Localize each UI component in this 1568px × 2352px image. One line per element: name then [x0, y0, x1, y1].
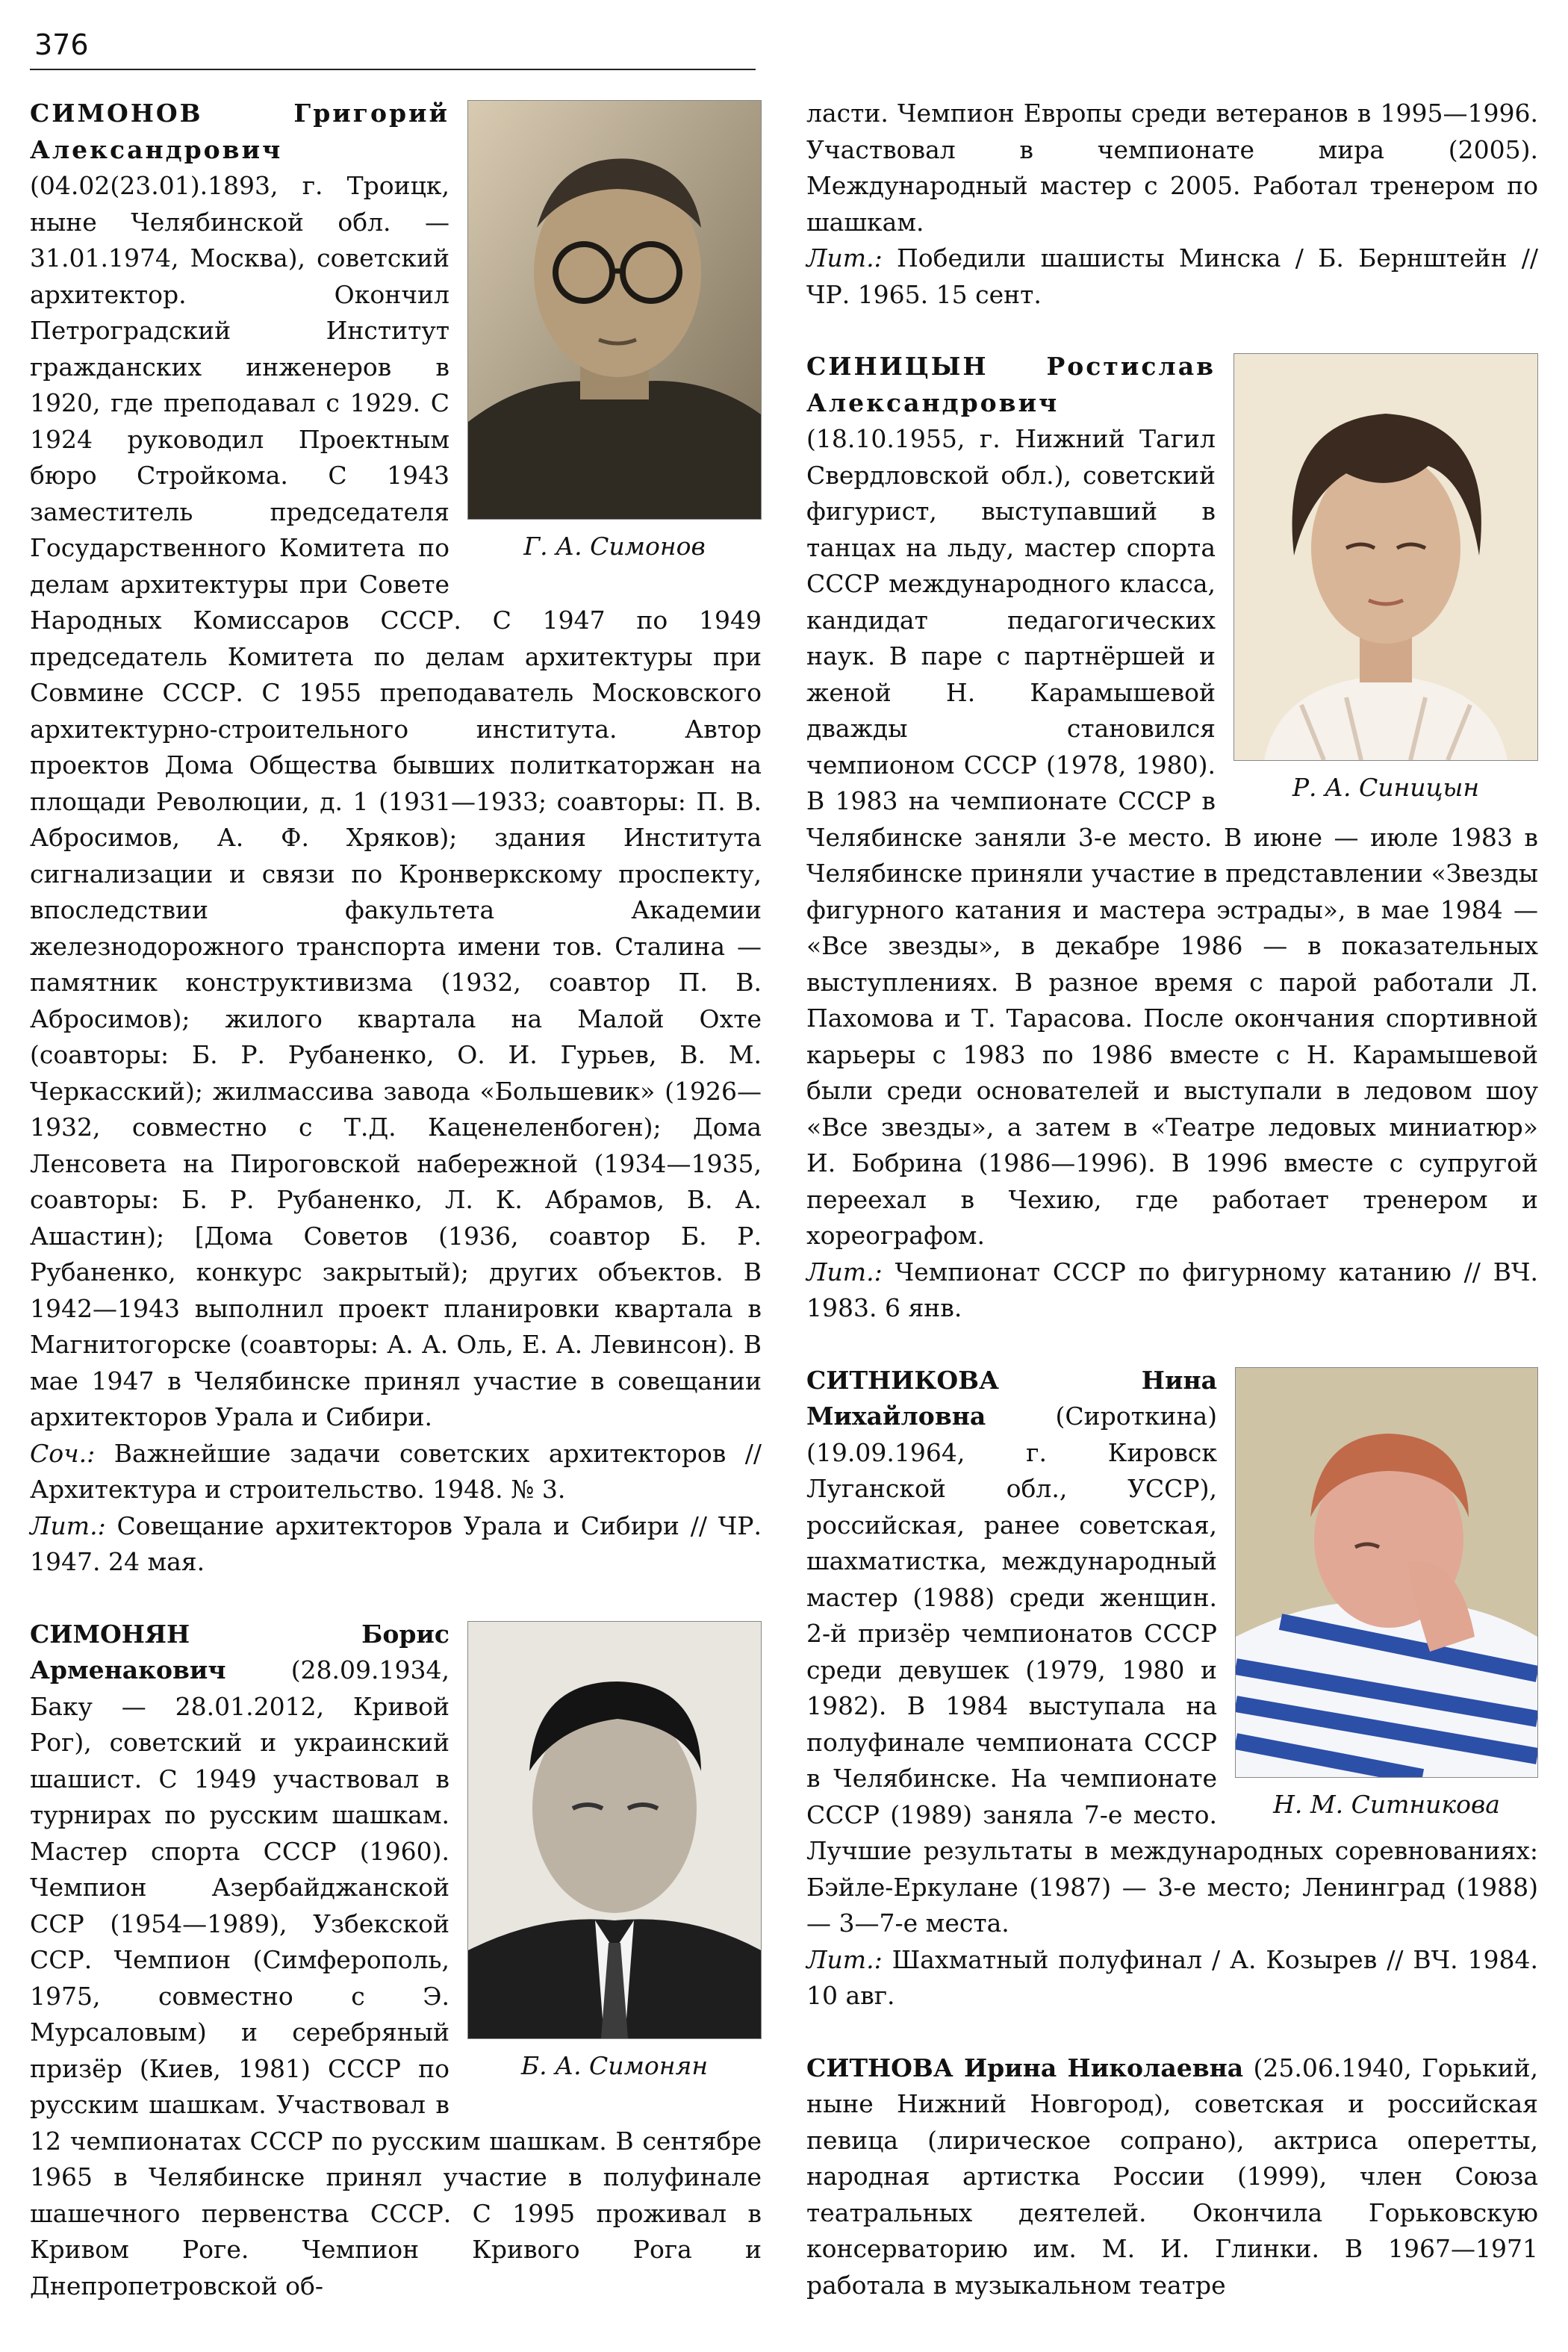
lit-text: Шахматный полуфинал / А. Козырев // ВЧ. 1984. 10 авг.	[806, 1944, 1538, 2010]
lit-label: Лит.:	[30, 1511, 106, 1540]
figure-simonov	[467, 100, 762, 563]
entry-sitnova	[806, 2050, 1538, 2304]
entry-body: (25.06.1940, Горький, ныне Нижний Новгород), советская и российская певица (лирическое сопрано), актриса оперетты, народная артистка России (1999), член Союза театральных деятелей. Окончила Горьковскую консерваторию им. М. И. Глинки. В 1967—1971 работала в музыкальном театре	[806, 2053, 1538, 2300]
lit-label: Лит.:	[806, 1257, 883, 1287]
entry-surname: СИМОНЯН	[30, 1619, 190, 1649]
caption-sinitsyn: Р. А. Синицын	[1292, 773, 1480, 802]
entry-sinitsyn	[806, 349, 1538, 1327]
lit-text: Чемпионат СССР по фигурному катанию // ВЧ. 1983. 6 янв.	[806, 1257, 1538, 1322]
works-text: Важнейшие задачи советских архитекторов // Архитектура и строительство. 1948. № 3.	[30, 1438, 762, 1504]
entry-body: (04.02(23.01).1893, г. Троицк, ныне Челябинской обл. — 31.01.1974, Москва), советский архитектор. Окончил Петроградский Институт гражданских инженеров в 1920, где преподавал с 1929. С 1924 руководил Проектным бюро Стройкома. С 1943 заместитель председателя Государственного Комитета по делам архитектуры при Совете Народных Комиссаров СССР. С 1947 по 1949 председатель Комитета по делам архитектуры при Совмине СССР. С 1955 преподаватель Московского архитектурно-строительного института. Автор проектов Дома Общества бывших политкаторжан на площади Революции, д. 1 (1931—1933; соавторы: П. В. Абросимов, А. Ф. Хряков); здания Института сигнализации и связи по Кронверкскому проспекту, впоследствии факультета Академии железнодорожного транспорта имени тов. Сталина — памятник конструктивизма (1932, соавтор П. В. Абросимов); жилого квартала на Малой Охте (соавторы: Б. Р. Рубаненко, О. И. Гурьев, В. М. Черкасский); жилмассива завода «Большевик» (1926—1932, совместно с Т.Д. Каценеленбоген); Дома Ленсовета на Пироговской набережной (1934—1935, соавторы: Б. Р. Рубаненко, Л. К. Абрамов, В. А. Ашастин); [Дома Советов (1936, соавтор Б. Р. Рубаненко, конкурс закрытый); других объектов. В 1942—1943 выполнил проект планировки квартала в Магнитогорске (соавторы: А. А. Оль, Е. А. Левинсон). В мае 1947 в Челябинске принял участие в совещании архитекторов Урала и Сибири.	[30, 171, 762, 1431]
figure-sinitsyn	[1233, 353, 1538, 804]
caption-simonov: Г. А. Симонов	[523, 532, 706, 561]
page-number: 376	[34, 28, 89, 61]
entry-surname: СИМОНОВ	[30, 99, 203, 128]
figure-sitnikova	[1235, 1367, 1538, 1821]
entry-simonyan	[30, 1617, 762, 2305]
right-column	[806, 96, 1538, 2303]
entry-given-name: Нина Михайловна	[806, 1365, 1217, 1431]
lit-text: Совещание архитекторов Урала и Сибири // ЧР. 1947. 24 мая.	[30, 1511, 762, 1576]
header-rule	[30, 69, 756, 70]
entry-simonov	[30, 96, 762, 1581]
works-label: Соч.:	[30, 1438, 96, 1468]
photo-simonyan	[467, 1621, 762, 2039]
left-column	[30, 96, 762, 2304]
entry-surname: СИТНИКОВА	[806, 1365, 999, 1395]
entry-sitnikova	[806, 1363, 1538, 2015]
entry-body: (Сироткина) (19.09.1964, г. Кировск Луганской обл., УССР), российская, ранее советская, шахматистка, международный мастер (1988) среди женщин. 2-й призёр чемпионатов СССР среди девушек (1979, 1980 и 1982). В 1984 выступала на полуфинале чемпионата СССР в Челябинске. На чемпионате СССР (1989) заняла 7-е место. Лучшие результаты в международных соревнованиях: Бэйле-Еркулане (1987) — 3-е место; Ленинград (1988) — 3—7-е места.	[806, 1401, 1538, 1938]
photo-sinitsyn	[1233, 353, 1538, 761]
entry-body: (28.09.1934, Баку — 28.01.2012, Кривой Рог), советский и украинский шашист. С 1949 участвовал в турнирах по русским шашкам. Мастер спорта СССР (1960). Чемпион Азербайджанской ССР (1954—1989), Узбекской ССР. Чемпион (Симферополь, 1975, совместно с Э. Мурсаловым) и серебряный призёр (Киев, 1981) СССР по русским шашкам. Участвовал в 12 чемпионатах СССР по русским шашкам. В сентябре 1965 в Челябинске принял участие в полуфинале шашечного первенства СССР. С 1995 проживал в Кривом Роге. Чемпион Кривого Рога и Днепропетровской об-	[30, 1655, 762, 2300]
lit-text: Победили шашисты Минска / Б. Бернштейн // ЧР. 1965. 15 сент.	[806, 243, 1538, 309]
entry-given-name: Ирина Николаевна	[964, 2053, 1244, 2082]
entry-given-name: Григорий Александрович	[30, 99, 449, 164]
photo-sitnikova	[1235, 1367, 1538, 1778]
lit-label: Лит.:	[806, 243, 883, 273]
caption-simonyan: Б. А. Симонян	[520, 2050, 709, 2080]
entry-simonyan-continued	[806, 96, 1538, 313]
lit-label: Лит.:	[806, 1944, 883, 1974]
caption-sitnikova: Н. М. Ситникова	[1273, 1789, 1500, 1819]
entry-body: (18.10.1955, г. Нижний Тагил Свердловской обл.), советский фигурист, выступавший в танцах на льду, мастер спорта СССР международного класса, кандидат педагогических наук. В паре с партнёршей и женой Н. Карамышевой дважды становился чемпионом СССР (1978, 1980). В 1983 на чемпионате СССР в Челябинске заняли 3-е место. В июне — июле 1983 в Челябинске приняли участие в представлении «Звезды фигурного катания и мастера эстрады», в мае 1984 — «Все звезды», в декабре 1986 — в показательных выступлениях. В разное время с парой работали Л. Пахомова и Т. Тарасова. После окончания спортивной карьеры с 1983 по 1986 вместе с Н. Карамышевой были среди основателей и выступали в ледовом шоу «Все звезды», а затем в «Театре ледовых миниатюр» И. Бобрина (1986—1996). В 1996 вместе с супругой переехал в Чехию, где работает тренером и хореографом.	[806, 424, 1538, 1250]
entry-given-name: Борис Арменакович	[30, 1619, 449, 1684]
entry-given-name: Ростислав Александрович	[806, 352, 1216, 417]
entry-body: ласти. Чемпион Европы среди ветеранов в 1995—1996. Участвовал в чемпионате мира (2005). Международный мастер с 2005. Работал тренером по шашкам.	[806, 99, 1538, 237]
figure-simonyan	[467, 1621, 762, 2082]
entry-surname: СИТНОВА	[806, 2053, 953, 2082]
entry-surname: СИНИЦЫН	[806, 352, 989, 381]
photo-simonov	[467, 100, 762, 520]
